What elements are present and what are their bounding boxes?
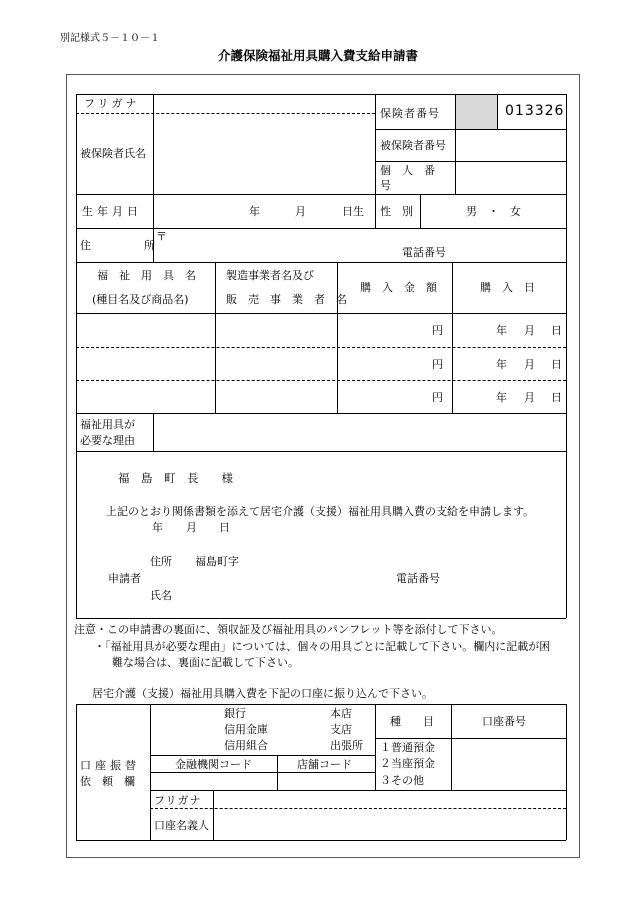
insured-no-field[interactable] xyxy=(456,130,565,160)
branch-code-label: 店舗コード xyxy=(297,758,352,771)
kind-checking[interactable]: ２当座預金 xyxy=(380,757,435,770)
insurer-no-label: 保険者番号 xyxy=(380,107,440,120)
bank-type-shinkin[interactable]: 信用金庫 xyxy=(224,723,268,736)
date-day: 日 xyxy=(219,521,230,534)
note-line-1: 注意・この申請書の裏面に、領収証及び福祉用具のパンフレット等を添付して下さい。 xyxy=(74,623,503,636)
account-no-field[interactable] xyxy=(452,739,565,789)
reason-field[interactable] xyxy=(154,414,565,450)
address-label: 住 xyxy=(80,239,91,252)
maker-header: 製造事業者名及び xyxy=(226,269,314,282)
purchase-date-header: 購 入 日 xyxy=(480,281,535,294)
holder-furigana-field[interactable] xyxy=(214,791,565,807)
date-month: 月 xyxy=(186,521,197,534)
birth-month: 月 xyxy=(295,205,306,218)
personal-no-field[interactable] xyxy=(456,162,565,193)
furigana-label: フリガナ xyxy=(84,97,140,110)
row-month: 月 xyxy=(524,391,535,404)
holder-name-field[interactable] xyxy=(214,809,565,839)
row-day: 日 xyxy=(551,358,562,371)
applicant-name-label: 氏名 xyxy=(150,589,172,602)
bank-code-field[interactable] xyxy=(151,773,276,789)
item-name-header: 福 祉 用 具 名 xyxy=(97,269,196,282)
applicant-address-label: 住所 xyxy=(150,555,172,568)
bank-intro: 居宅介護（支援）福祉用具購入費を下記の口座に振り込んで下さい。 xyxy=(92,687,433,700)
row-year: 年 xyxy=(496,358,507,371)
page-title: 介護保険福祉用具購入費支給申請書 xyxy=(218,48,419,63)
branch-type-office[interactable]: 出張所 xyxy=(330,739,363,752)
yen-unit: 円 xyxy=(432,391,443,404)
form-code: 別記様式５－１０－１ xyxy=(60,33,160,44)
maker-subheader: 販 売 事 業 者 名 xyxy=(226,293,347,306)
account-kind-label: 種 目 xyxy=(390,715,434,728)
row-year: 年 xyxy=(496,324,507,337)
branch-type-head[interactable]: 本店 xyxy=(330,707,352,720)
insured-name-field[interactable] xyxy=(154,114,374,193)
insurer-no-value: 013326 xyxy=(505,103,565,119)
bank-type-bank[interactable]: 銀行 xyxy=(224,707,246,720)
amount-header: 購 入 金 額 xyxy=(360,281,437,294)
bank-type-kumiai[interactable]: 信用組合 xyxy=(224,739,268,752)
applicant-phone-label: 電話番号 xyxy=(396,572,440,585)
item-name-subheader: (種目名及び商品名) xyxy=(92,293,189,306)
gender-value[interactable]: 男 ・ 女 xyxy=(466,205,521,218)
branch-code-field[interactable] xyxy=(278,773,374,789)
application-statement: 上記のとおり関係書類を添えて居宅介護（支援）福祉用具購入費の支給を申請します。 xyxy=(106,505,535,518)
personal-no-label: 個 人 番 xyxy=(380,164,435,177)
row-year: 年 xyxy=(496,391,507,404)
address-label-2: 所 xyxy=(144,239,155,252)
note-line-2: ・「福祉用具が必要な理由」については、個々の用具ごとに記載して下さい。欄内に記載が困 xyxy=(94,640,551,653)
applicant-address-value[interactable]: 福島町字 xyxy=(195,555,239,568)
date-year: 年 xyxy=(152,521,163,534)
gender-label: 性 別 xyxy=(380,205,413,218)
branch-type-branch[interactable]: 支店 xyxy=(330,723,352,736)
address-field[interactable] xyxy=(170,229,565,261)
reason-label-2: 必要な理由 xyxy=(80,434,135,447)
row-month: 月 xyxy=(524,358,535,371)
row-day: 日 xyxy=(551,391,562,404)
yen-unit: 円 xyxy=(432,358,443,371)
insured-name-label: 被保険者氏名 xyxy=(80,147,146,160)
row-month: 月 xyxy=(524,324,535,337)
phone-label: 電話番号 xyxy=(402,246,446,259)
note-line-3: 難な場合は、裏面に記載して下さい。 xyxy=(112,656,299,669)
reason-label: 福祉用具が xyxy=(80,418,135,431)
insured-no-label: 被保険者番号 xyxy=(380,139,446,152)
bank-code-label: 金融機関コード xyxy=(175,758,252,771)
yen-unit: 円 xyxy=(432,324,443,337)
row-day: 日 xyxy=(551,324,562,337)
furigana-field[interactable] xyxy=(154,95,374,112)
holder-name-label: 口座名義人 xyxy=(154,819,209,832)
applicant-label: 申請者 xyxy=(108,572,141,585)
bank-section-label-2: 依 頼 欄 xyxy=(80,775,135,788)
kind-other[interactable]: ３その他 xyxy=(380,774,424,787)
birth-day: 日生 xyxy=(342,205,364,218)
account-no-label: 口座番号 xyxy=(482,715,526,728)
birth-label: 生年月日 xyxy=(82,205,142,218)
kind-savings[interactable]: １普通預金 xyxy=(380,741,435,754)
birth-year: 年 xyxy=(249,205,260,218)
personal-no-label-2: 号 xyxy=(380,179,391,192)
holder-furigana-label: フリガナ xyxy=(154,794,202,807)
addressee: 福 島 町 長 様 xyxy=(118,471,233,485)
bank-section-label: 口座振替 xyxy=(80,759,140,772)
postal-mark: 〒 xyxy=(156,230,167,243)
